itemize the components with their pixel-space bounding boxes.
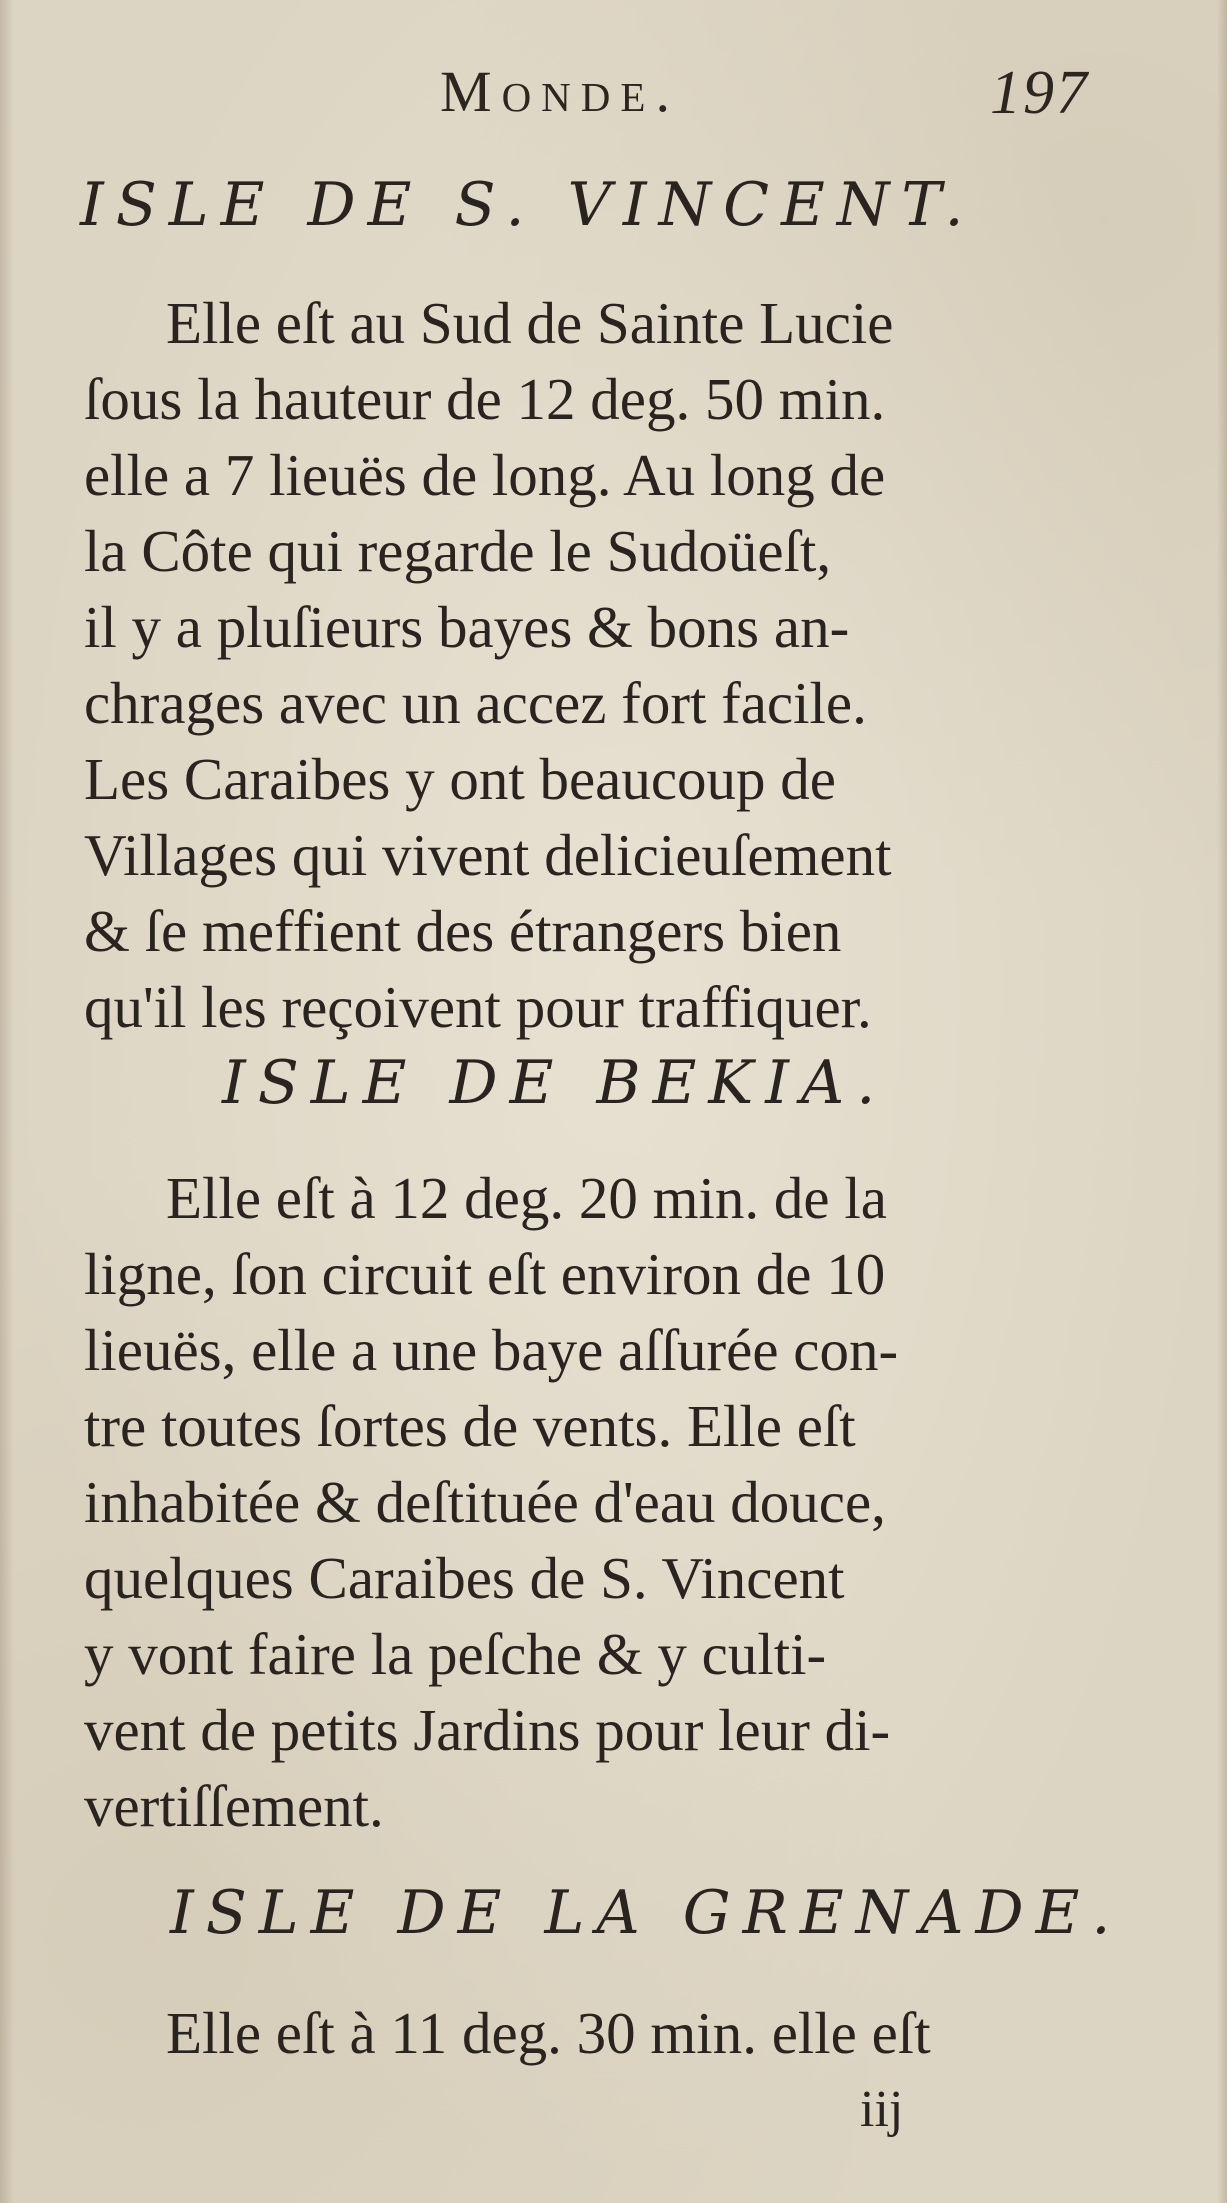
text-line: quelques Caraibes de S. Vincent	[84, 1545, 845, 1611]
page-edge-left	[0, 0, 14, 2203]
signature-mark: iij	[860, 2081, 904, 2138]
text-line: inhabitée & deſtituée d'eau douce,	[84, 1469, 886, 1535]
text-line: elle a 7 lieuës de long. Au long de	[84, 442, 886, 508]
text-line: Les Caraibes y ont beaucoup de	[84, 746, 836, 812]
text-line: Villages qui vivent delicieuſement	[84, 822, 892, 888]
section-heading-bekia: ISLE DE BEKIA.	[222, 1048, 888, 1118]
paragraph-bekia	[84, 1160, 1134, 1844]
text-line: chrages avec un accez fort facile.	[84, 670, 867, 736]
text-line: Elle eſt au Sud de Sainte Lucie	[166, 290, 894, 356]
text-line: la Côte qui regarde le Sudoüeſt,	[84, 518, 832, 584]
paragraph-grenade	[84, 1995, 1134, 2071]
text-line: il y a pluſieurs bayes & bons an-	[84, 594, 850, 660]
text-line: Elle eſt à 11 deg. 30 min. elle eſt	[166, 2000, 931, 2066]
text-line: & ſe meffient des étrangers bien	[84, 898, 842, 964]
section-heading-grenade: ISLE DE LA GRENADE.	[170, 1878, 1123, 1948]
text-line: y vont faire la peſche & y culti-	[84, 1621, 827, 1687]
section-heading-st-vincent: ISLE DE S. VINCENT.	[80, 170, 976, 240]
text-line: ligne, ſon circuit eſt environ de 10	[84, 1241, 886, 1307]
running-head: Monde.	[440, 59, 680, 124]
text-line: vertiſſement.	[84, 1773, 384, 1839]
text-line: ſous la hauteur de 12 deg. 50 min.	[84, 366, 886, 432]
text-line: lieuës, elle a une baye aſſurée con-	[84, 1317, 899, 1383]
text-line: tre toutes ſortes de vents. Elle eſt	[84, 1393, 856, 1459]
page-number: 197	[990, 59, 1089, 127]
page-edge-right	[1217, 0, 1227, 2203]
text-line: Elle eſt à 12 deg. 20 min. de la	[166, 1165, 887, 1231]
paragraph-st-vincent	[84, 285, 1134, 1045]
text-line: qu'il les reçoivent pour traffiquer.	[84, 974, 872, 1040]
text-line: vent de petits Jardins pour leur di-	[84, 1697, 891, 1763]
